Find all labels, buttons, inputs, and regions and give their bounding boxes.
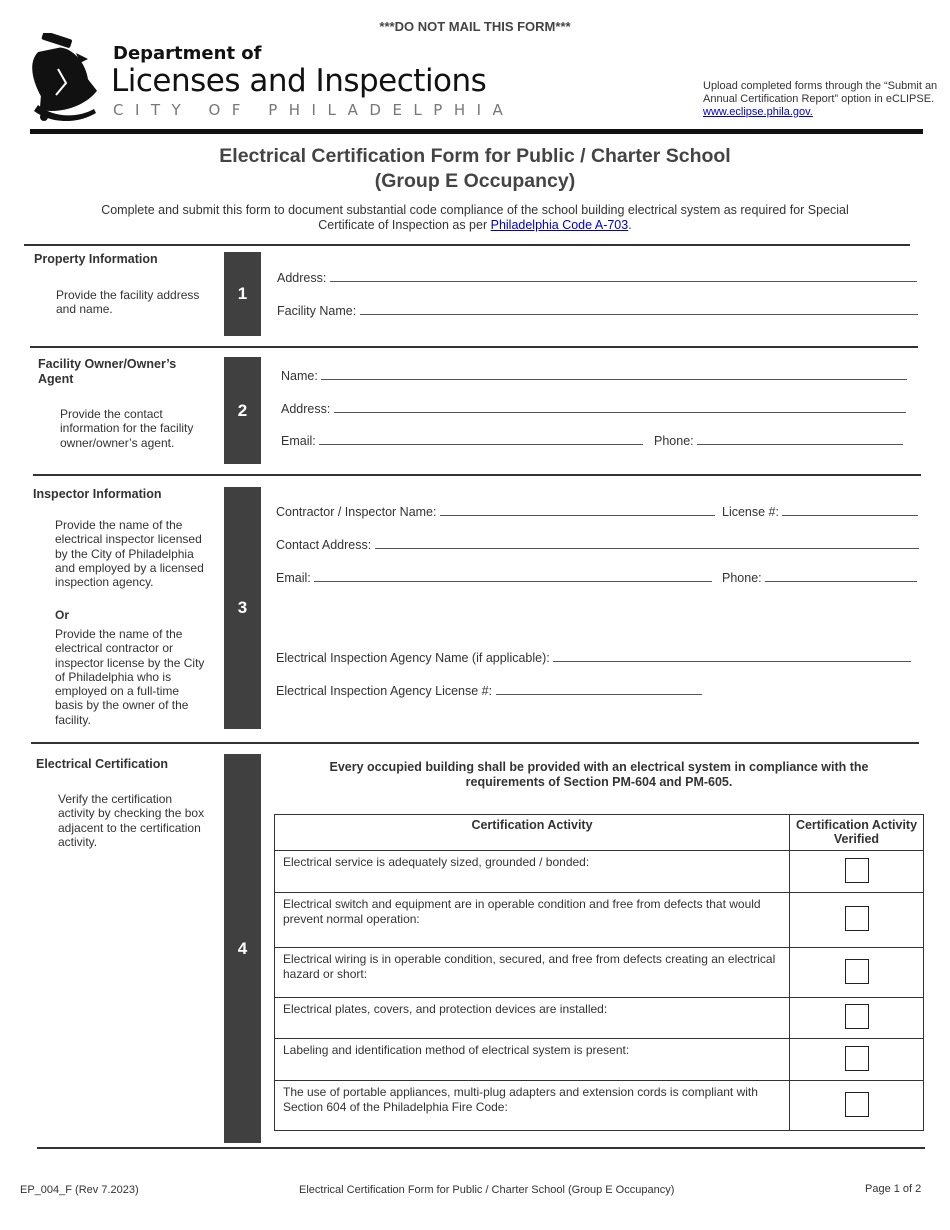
- section-divider: [37, 1147, 925, 1149]
- section-3-or: Or: [55, 608, 70, 622]
- table-header-row: [275, 815, 924, 851]
- section-2-number: 2: [224, 357, 261, 464]
- inspector-email-field[interactable]: [276, 570, 712, 585]
- section-divider: [31, 742, 919, 744]
- contractor-name-field[interactable]: [276, 504, 715, 519]
- logo-department: Department of: [113, 43, 262, 64]
- section-divider: [30, 346, 918, 348]
- section-divider: [24, 244, 910, 246]
- table-row: [275, 1039, 924, 1081]
- form-title-line1: Electrical Certification Form for Public / Charter School: [219, 145, 731, 167]
- owner-phone-label: Phone:: [654, 434, 694, 448]
- verified-cell: [790, 893, 924, 948]
- owner-email-label: Email:: [281, 434, 316, 448]
- owner-email-input-line[interactable]: [319, 433, 643, 445]
- contractor-name-input-line[interactable]: [440, 504, 715, 516]
- contact-address-field[interactable]: [276, 537, 919, 552]
- form-title: [0, 144, 950, 194]
- verify-checkbox-6[interactable]: [845, 1092, 869, 1117]
- contact-address-label: Contact Address:: [276, 538, 372, 552]
- verify-checkbox-4[interactable]: [845, 1004, 869, 1029]
- owner-phone-input-line[interactable]: [697, 433, 903, 445]
- section-3-desc-2: Provide the name of the electrical contractor or inspector license by the City of Philadelphia who is employed on a full-time basis by the owner of the facility.: [55, 627, 205, 727]
- agency-name-input-line[interactable]: [553, 650, 911, 662]
- activity-cell: Electrical service is adequately sized, grounded / bonded:: [275, 851, 790, 893]
- activity-cell: Labeling and identification method of electrical system is present:: [275, 1039, 790, 1081]
- inspector-phone-input-line[interactable]: [765, 570, 917, 582]
- section-4-number: 4: [224, 754, 261, 1143]
- activity-cell: Electrical plates, covers, and protection devices are installed:: [275, 998, 790, 1039]
- agency-license-field[interactable]: [276, 683, 702, 698]
- table-row: [275, 948, 924, 998]
- upload-instructions: [703, 80, 943, 119]
- table-row: [275, 893, 924, 948]
- license-field[interactable]: [722, 504, 918, 519]
- activity-cell: The use of portable appliances, multi-plug adapters and extension cords is compliant with Section 604 of the Philadelphia Fire Code:: [275, 1081, 790, 1131]
- logo-agency-name: Licenses and Inspections: [111, 63, 487, 99]
- verify-checkbox-1[interactable]: [845, 858, 869, 883]
- section-4-desc: Verify the certification activity by checking the box adjacent to the certification activity.: [58, 792, 205, 849]
- owner-address-field[interactable]: [281, 401, 906, 416]
- section-divider: [33, 474, 921, 476]
- owner-phone-field[interactable]: [654, 433, 903, 448]
- agency-license-label: Electrical Inspection Agency License #:: [276, 684, 493, 698]
- license-input-line[interactable]: [782, 504, 918, 516]
- owner-name-input-line[interactable]: [321, 368, 907, 380]
- section-3-desc-1: Provide the name of the electrical inspector licensed by the City of Philadelphia and employed by a licensed inspection agency.: [55, 518, 204, 590]
- address-label: Address:: [277, 271, 327, 285]
- intro-end: .: [628, 218, 632, 232]
- footer-form-id: EP_004_F (Rev 7.2023): [20, 1184, 139, 1196]
- section-2-desc: Provide the contact information for the facility owner/owner’s agent.: [60, 407, 194, 450]
- section-3-title: Inspector Information: [33, 487, 162, 501]
- header-rule: [30, 129, 923, 134]
- property-address-field[interactable]: [277, 270, 917, 285]
- do-not-mail-note: ***DO NOT MAIL THIS FORM***: [379, 19, 571, 34]
- facility-name-label: Facility Name:: [277, 304, 357, 318]
- agency-name-field[interactable]: [276, 650, 911, 665]
- contractor-name-label: Contractor / Inspector Name:: [276, 505, 437, 519]
- owner-address-input-line[interactable]: [334, 401, 906, 413]
- owner-name-field[interactable]: [281, 368, 907, 383]
- section-1-title: Property Information: [34, 252, 158, 266]
- liberty-bell-icon: [28, 33, 108, 121]
- table-row: [275, 998, 924, 1039]
- verify-checkbox-2[interactable]: [845, 906, 869, 931]
- section-1-desc: Provide the facility address and name.: [56, 288, 200, 317]
- footer-page-number: Page 1 of 2: [865, 1183, 922, 1195]
- inspector-phone-label: Phone:: [722, 571, 762, 585]
- verify-checkbox-5[interactable]: [845, 1046, 869, 1071]
- address-input-line[interactable]: [330, 270, 917, 282]
- inspector-email-input-line[interactable]: [314, 570, 712, 582]
- intro-body: Complete and submit this form to document substantial code compliance of the school building electrical system as required for Special Certificate of Inspection as per: [101, 203, 849, 232]
- verified-cell: [790, 851, 924, 893]
- col-header-activity: Certification Activity: [275, 815, 790, 851]
- facility-name-field[interactable]: [277, 303, 918, 318]
- col-header-verified: Certification Activity Verified: [790, 815, 924, 851]
- section-4-title: Electrical Certification: [36, 757, 168, 771]
- inspector-phone-field[interactable]: [722, 570, 917, 585]
- logo-city: CITY OF PHILADELPHIA: [113, 101, 515, 119]
- form-title-line2: (Group E Occupancy): [374, 170, 576, 192]
- verified-cell: [790, 948, 924, 998]
- owner-name-label: Name:: [281, 369, 318, 383]
- license-label: License #:: [722, 505, 779, 519]
- section-2-title: Facility Owner/Owner’s Agent: [38, 357, 177, 386]
- code-a703-link[interactable]: Philadelphia Code A-703: [490, 218, 629, 232]
- agency-license-input-line[interactable]: [496, 683, 702, 695]
- owner-email-field[interactable]: [281, 433, 643, 448]
- verified-cell: [790, 1081, 924, 1131]
- owner-address-label: Address:: [281, 402, 331, 416]
- agency-name-label: Electrical Inspection Agency Name (if applicable):: [276, 651, 550, 665]
- verify-checkbox-3[interactable]: [845, 959, 869, 984]
- upload-text: Upload completed forms through the “Submit an Annual Certification Report” option in eCLIPSE.: [703, 80, 938, 105]
- activity-cell: Electrical switch and equipment are in operable condition and free from defects that would prevent normal operation:: [275, 893, 790, 948]
- inspector-email-label: Email:: [276, 571, 311, 585]
- verified-cell: [790, 998, 924, 1039]
- intro-text: [75, 203, 875, 233]
- contact-address-input-line[interactable]: [375, 537, 919, 549]
- section-3-number: 3: [224, 487, 261, 729]
- eclipse-link[interactable]: www.eclipse.phila.gov.: [703, 106, 813, 118]
- certification-table: [274, 814, 924, 1131]
- section-1-number: 1: [224, 252, 261, 336]
- footer-form-title: Electrical Certification Form for Public / Charter School (Group E Occupancy): [299, 1184, 675, 1196]
- table-row: [275, 1081, 924, 1131]
- table-row: [275, 851, 924, 893]
- activity-cell: Electrical wiring is in operable condition, secured, and free from defects creating an electrical hazard or short:: [275, 948, 790, 998]
- certification-heading: Every occupied building shall be provided with an electrical system in compliance with the requirements of Section PM-604 and PM-605.: [329, 760, 869, 789]
- verified-cell: [790, 1039, 924, 1081]
- facility-name-input-line[interactable]: [360, 303, 918, 315]
